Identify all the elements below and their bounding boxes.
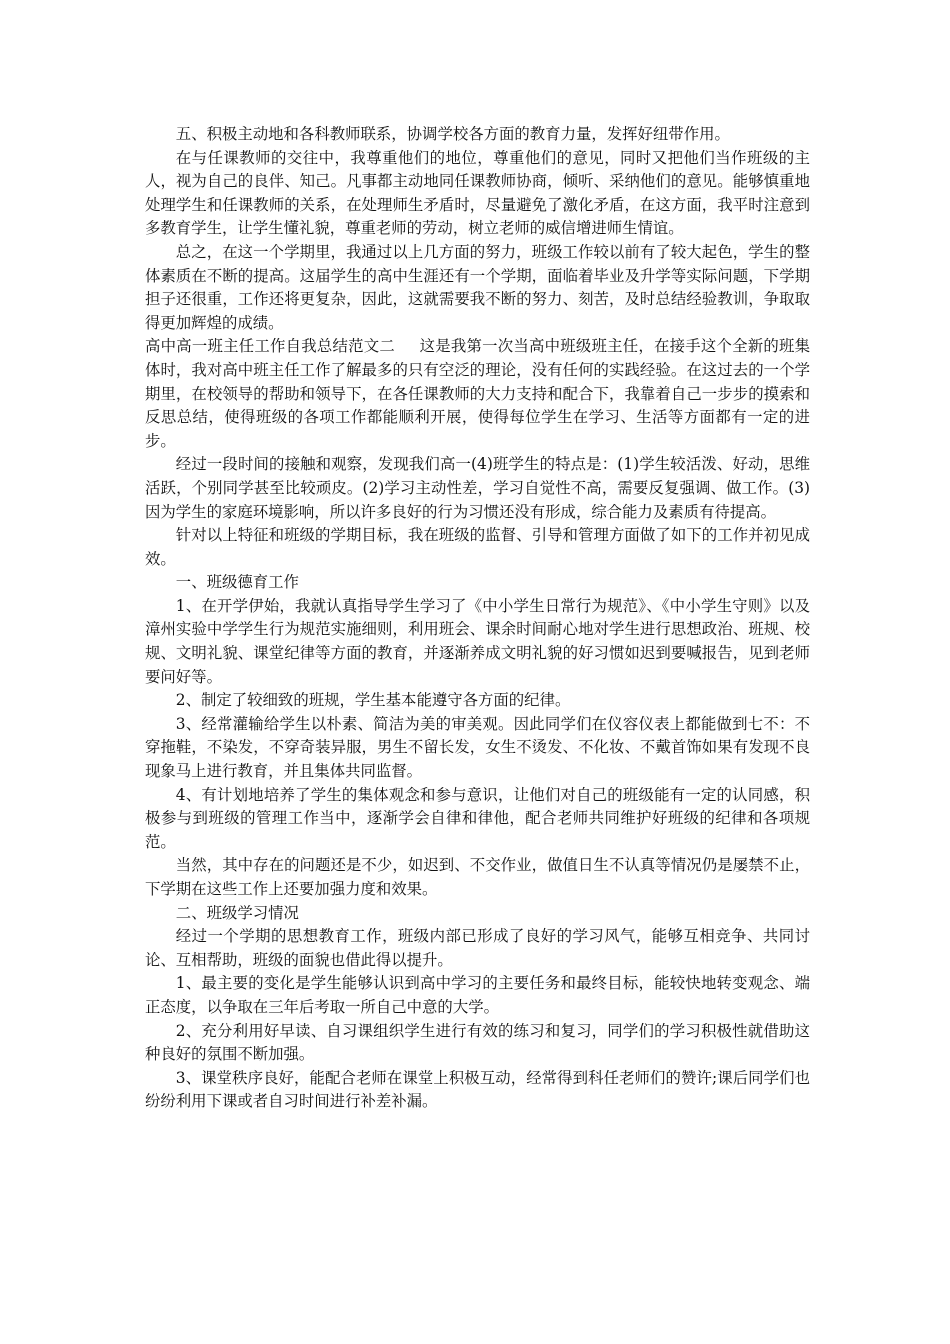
essay-two-intro: 这是我第一次当高中班级班主任，在接手这个全新的班集体时，我对高中班主任工作了解最多的只有空泛的理论，没有任何的实践经验。在这过去的一个学期里，在校领导的帮助和领导下，在各任课教师的大力支持和配合下，我靠着自己一步步的摸索和反思总结，使得班级的各项工作都能顺利开展，使得每位学生在学习、生活等方面都有一定的进步。: [145, 337, 810, 450]
paragraph-study-item-2: 2、充分利用好早读、自习课组织学生进行有效的练习和复习，同学们的学习积极性就借助这种良好的氛围不断加强。: [145, 1021, 810, 1064]
paragraph-work-overview: 针对以上特征和班级的学期目标，我在班级的监督、引导和管理方面做了如下的工作并初见成效。: [145, 526, 810, 568]
paragraph-moral-item-4: 4、有计划地培养了学生的集体观念和参与意识，让他们对自己的班级能有一定的认同感，积极参与到班级的管理工作当中，逐渐学会自律和律他，配合老师共同维护好班级的纪律和各项规范。: [145, 785, 810, 851]
essay-two-title: 高中高一班主任工作自我总结范文二: [145, 337, 395, 356]
paragraph-summary: 总之，在这一个学期里，我通过以上几方面的努力，班级工作较以前有了较大起色，学生的整体素质在不断的提高。这届学生的高中生涯还有一个学期，面临着毕业及升学等实际问题，下学期担子还很重，工作还将更复杂，因此，这就需要我不断的努力、刻苦，及时总结经验教训，争取取得更加辉煌的成绩。: [145, 242, 810, 332]
paragraph-study-item-3: 3、课堂秩序良好，能配合老师在课堂上积极互动，经常得到科任老师们的赞许;课后同学们也纷纷利用下课或者自习时间进行补差补漏。: [145, 1068, 810, 1111]
paragraph-remaining-problems: 当然，其中存在的问题还是不少，如迟到、不交作业，做值日生不认真等情况仍是屡禁不止，下学期在这些工作上还要加强力度和效果。: [145, 856, 810, 898]
paragraph-teacher-relations: 在与任课教师的交往中，我尊重他们的地位，尊重他们的意见，同时又把他们当作班级的主人，视为自己的良伴、知己。凡事都主动地同任课教师协商，倾听、采纳他们的意见。能够慎重地处理学生和任课教师的关系，在处理师生矛盾时，尽量避免了激化矛盾，在这方面，我平时注意到多教育学生，让学生懂礼貌，尊重老师的劳动，树立老师的威信增进师生情谊。: [145, 148, 810, 238]
document-page: [145, 123, 810, 1114]
paragraph-moral-item-1: 1、在开学伊始，我就认真指导学生学习了《中小学生日常行为规范》、《中小学生守则》以及漳州实验中学学生行为规范实施细则，利用班会、课余时间耐心地对学生进行思想政治、班规、校规、文明礼貌、课堂纪律等方面的教育，并逐渐养成文明礼貌的好习惯如迟到要喊报告，见到老师要问好等。: [145, 596, 810, 686]
paragraph-moral-item-2: 2、制定了较细致的班规，学生基本能遵守各方面的纪律。: [175, 691, 571, 710]
section-heading-study: 二、班级学习情况: [175, 903, 299, 922]
section-heading-moral-education: 一、班级德育工作: [175, 573, 299, 592]
paragraph-study-item-1: 1、最主要的变化是学生能够认识到高中学习的主要任务和最终目标，能较快地转变观念、端正态度，以争取在三年后考取一所自己中意的大学。: [145, 974, 810, 1016]
paragraph-study-atmosphere: 经过一个学期的思想教育工作，班级内部已形成了良好的学习风气，能够互相竞争、共同讨论、互相帮助，班级的面貌也借此得以提升。: [145, 927, 810, 969]
paragraph-moral-item-3: 3、经常灌输给学生以朴素、简洁为美的审美观。因此同学们在仪容仪表上都能做到七不：不穿拖鞋，不染发，不穿奇装异服，男生不留长发，女生不烫发、不化妆、不戴首饰如果有发现不良现象马上进行教育，并且集体共同监督。: [145, 714, 810, 781]
paragraph-essay-two: [145, 335, 810, 453]
paragraph-teacher-liaison-heading: 五、积极主动地和各科教师联系，协调学校各方面的教育力量，发挥好纽带作用。: [175, 125, 730, 143]
paragraph-class-traits: 经过一段时间的接触和观察，发现我们高一(4)班学生的特点是：(1)学生较活泼、好动，思维活跃，个别同学甚至比较顽皮。(2)学习主动性差，学习自觉性不高，需要反复强调、做工作。(3)因为学生的家庭环境影响，所以许多良好的行为习惯还没有形成，综合能力及素质有待提高。: [145, 455, 810, 521]
